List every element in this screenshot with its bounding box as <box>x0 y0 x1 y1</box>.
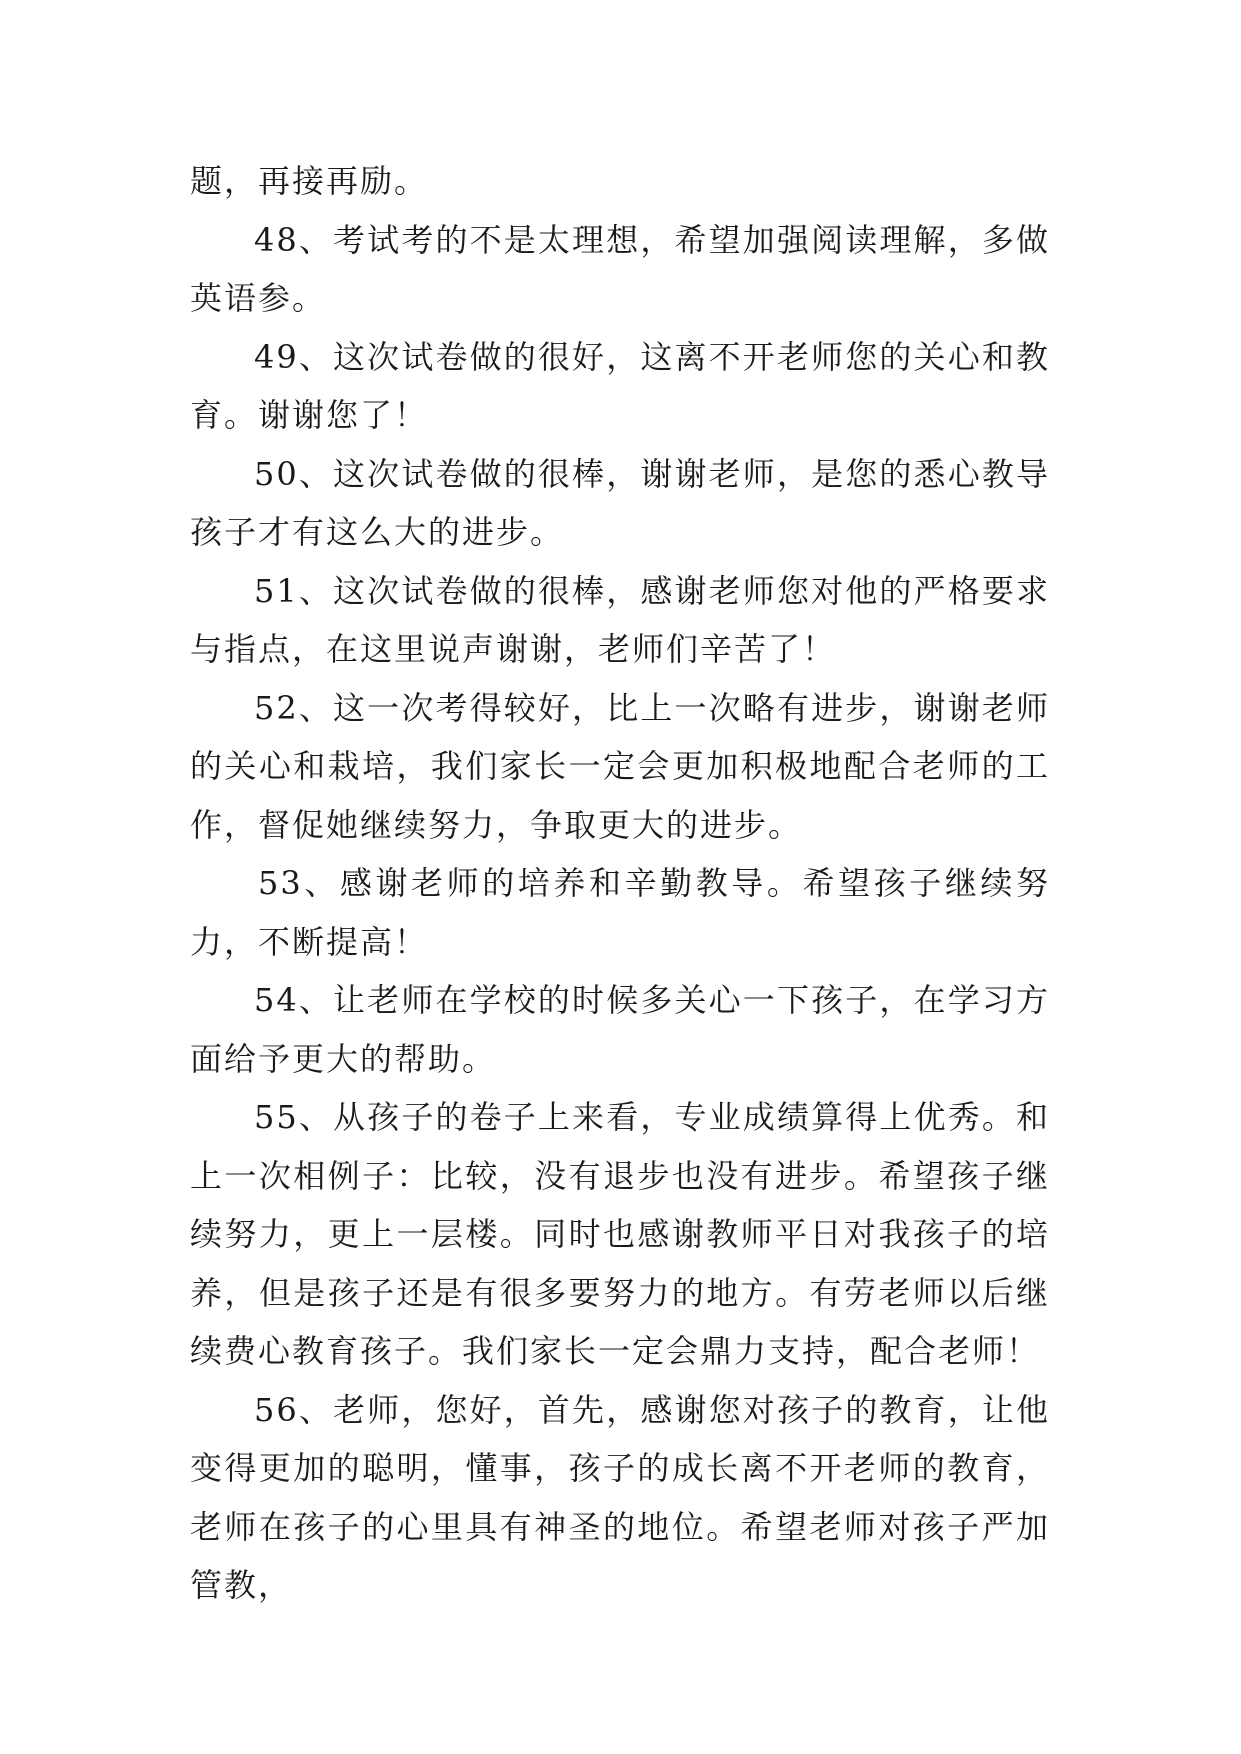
paragraph-47-tail: 题，再接再励。 <box>190 162 429 200</box>
paragraph-51: 51、这次试卷做的很棒，感谢老师您对他的严格要求与指点，在这里说声谢谢，老师们辛苦了！ <box>190 571 1050 668</box>
paragraph-53: 53、感谢老师的培养和辛勤教导。希望孩子继续努力，不断提高！ <box>190 864 1050 961</box>
paragraph-54: 54、让老师在学校的时候多关心一下孩子，在学习方面给予更大的帮助。 <box>190 981 1050 1078</box>
paragraph-50: 50、这次试卷做的很棒，谢谢老师，是您的悉心教导孩子才有这么大的进步。 <box>190 454 1050 551</box>
paragraph-55: 55、从孩子的卷子上来看，专业成绩算得上优秀。和上一次相例子：比较，没有退步也没有进步。希望孩子继续努力，更上一层楼。同时也感谢教师平日对我孩子的培养，但是孩子还是有很多要努力的地方。有劳老师以后继续费心教育孩子。我们家长一定会鼎力支持，配合老师！ <box>190 1098 1050 1370</box>
paragraph-52: 52、这一次考得较好，比上一次略有进步，谢谢老师的关心和栽培，我们家长一定会更加积极地配合老师的工作，督促她继续努力，争取更大的进步。 <box>190 688 1050 844</box>
document-body <box>190 152 1050 1615</box>
paragraph-56: 56、老师，您好，首先，感谢您对孩子的教育，让他变得更加的聪明，懂事，孩子的成长离不开老师的教育，老师在孩子的心里具有神圣的地位。希望老师对孩子严加管教， <box>190 1390 1050 1604</box>
paragraph-49: 49、这次试卷做的很好，这离不开老师您的关心和教育。谢谢您了！ <box>190 337 1050 434</box>
paragraph-48: 48、考试考的不是太理想，希望加强阅读理解，多做英语参。 <box>190 220 1050 317</box>
